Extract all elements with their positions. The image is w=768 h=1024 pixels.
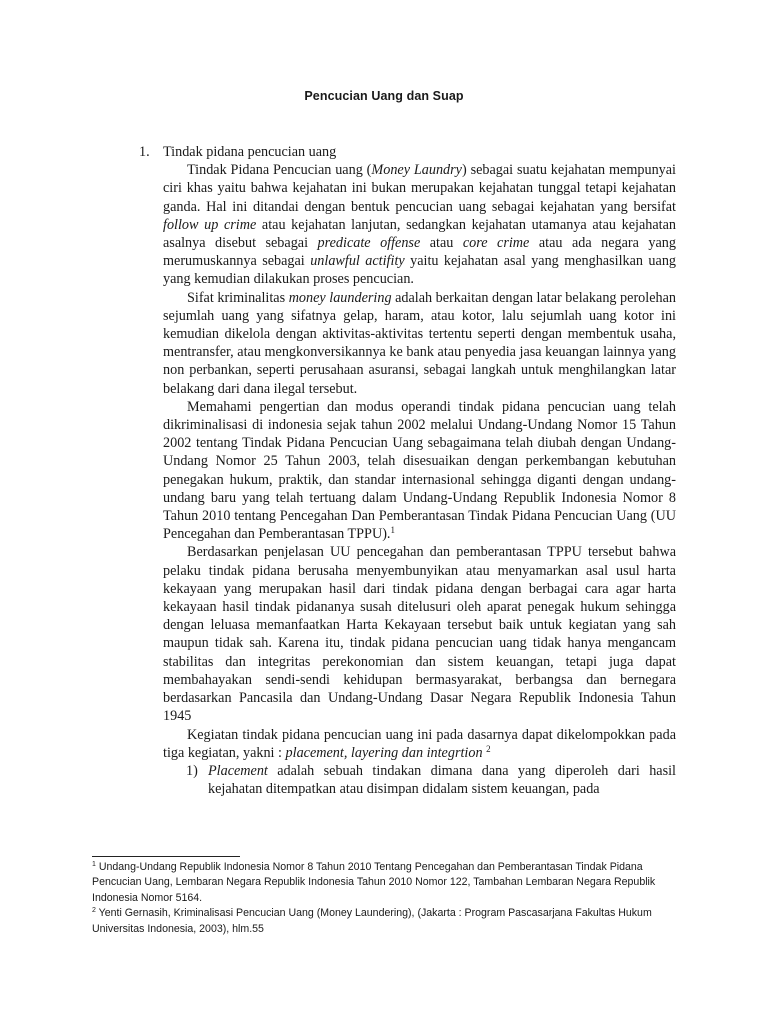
footnote-separator <box>92 856 240 857</box>
document-body <box>139 143 676 798</box>
footnote-mark: 2 <box>92 907 96 915</box>
paragraph <box>139 289 676 398</box>
text-run: atau <box>420 235 463 252</box>
footnote <box>92 906 682 937</box>
text-run: adalah sebuah tindakan dimana dana yang diperoleh dari hasil kejahatan ditempatkan atau disimpan didalam sistem keuangan, pada <box>208 762 676 798</box>
list-item-number: 1) <box>186 762 198 779</box>
italic-term: core crime <box>462 235 530 252</box>
text-run: Tindak Pidana Pencucian uang ( <box>187 162 372 179</box>
paragraph <box>139 161 676 288</box>
text-run: ) sebagai suatu kejahatan mempunyai ciri khas yaitu bahwa kejahatan ini bukan merupakan kejahatan tunggal tetapi kejahatan ganda. Hal ini ditandai dengan bentuk pencucian uang sebagai kejahatan yang bersifat <box>163 162 677 215</box>
section-heading-text: Tindak pidana pencucian uang <box>163 144 337 160</box>
footnote-ref: 2 <box>486 743 491 754</box>
list-item-text <box>208 763 676 797</box>
paragraph <box>139 726 676 762</box>
footnote-ref: 1 <box>390 525 395 536</box>
text-run: yaitu kejahatan asal yang menghasilkan uang yang kemudian dilakukan proses pencucian. <box>163 253 677 288</box>
footnote-text: Yenti Gernasih, Kriminalisasi Pencucian Uang (Money Laundering), (Jakarta : Program Pascasarjana Fakultas Hukum Universitas Indonesia, 2003), hlm.55 <box>92 907 652 935</box>
footnote-text: Undang-Undang Republik Indonesia Nomor 8 Tahun 2010 Tentang Pencegahan dan Pemberantasan Tindak Pidana Pencucian Uang, Lembaran Negara Republik Indonesia Tahun 2010 Nomor 122, Tambahan Lembaran Negara Republik Indonesia Nomor 5164. <box>92 861 656 904</box>
list-item <box>139 762 676 798</box>
text-run: Sifat kriminalitas <box>187 289 289 306</box>
text-run: Memahami pengertian dan modus operandi tindak pidana pencucian uang telah dikriminalisasi di indonesia sejak tahun 2002 melalui Undang-Undang Nomor 15 Tahun 2002 tentang Tindak Pidana Pencucian Uang sebagaimana telah diubah dengan Undang- Undang Nomor 25 Tahun 2003, telah disesuaikan dengan perkembangan kebutuhan penegakan hukum, praktik, dan standar internasional sehingga diganti dengan undang- undang baru yang telah tertuang dalam Undang-Undang Republik Indonesia Nomor 8 Tahun 2010 tentang Pencegahan Dan Pemberantasan Tindak Pidana Pencucian Uang (UU Pencegahan dan Pemberantasan TPPU). <box>163 398 676 543</box>
text-run: adalah berkaitan dengan latar belakang perolehan sejumlah uang yang sifatnya gelap, haram, atau kotor, lalu sejumlah uang kotor ini kemudian dikelola dengan aktivitas-aktivitas tertentu seperti dengan membentuk usaha, mentransfer, atau mengkonversikannya ke bank atau penyedia jasa keuangan lainnya yang non perbankan, seperti perusahaan asuransi, sebagai langkah untuk menghilangkan latar belakang dari dana ilegal tersebut. <box>163 289 676 397</box>
italic-term: placement, layering dan integrtion <box>285 744 483 761</box>
section-heading <box>139 143 676 161</box>
text-run: Kegiatan tindak pidana pencucian uang ini pada dasarnya dapat dikelompokkan pada tiga kegiatan, yakni : <box>163 726 676 761</box>
footnote <box>92 860 682 906</box>
document-title: Pencucian Uang dan Suap <box>304 89 464 103</box>
paragraph <box>139 398 676 544</box>
italic-term: follow up crime <box>163 216 257 233</box>
text-run: atau kejahatan lanjutan, sedangkan kejahatan utamanya atau kejahatan asalnya disebut sebagai <box>163 216 677 252</box>
paragraph <box>139 543 676 725</box>
italic-term: unlawful actifity <box>310 253 405 270</box>
italic-term: money laundering <box>288 289 392 306</box>
text-run: atau ada negara yang merumuskannya sebagai <box>163 235 676 270</box>
text-run: Berdasarkan penjelasan UU pencegahan dan pemberantasan TPPU tersebut bahwa pelaku tindak pidana berusaha menyembunyikan atau menyamarkan asal usul harta kekayaan yang merupakan hasil dari tindak pidana dengan berbagai cara agar harta kekayaan hasil tindak pidananya susah ditelusuri oleh aparat penegak hukum sehingga dengan leluasa memanfaatkan Harta Kekayaan tersebut baik untuk kegiatan yang sah maupun tidak sah. Karena itu, tindak pidana pencucian uang tidak hanya mengancam stabilitas dan integritas perekonomian dan sistem keuangan, tetapi juga dapat membahayakan sendi-sendi kehidupan bermasyarakat, berbangsa dan bernegara berdasarkan Pancasila dan Undang-Undang Dasar Negara Republik Indonesia Tahun 1945 <box>163 544 676 725</box>
italic-term: Money Laundry <box>371 162 462 179</box>
italic-term: Placement <box>208 762 268 779</box>
footnotes <box>92 860 682 937</box>
italic-term: predicate offense <box>317 235 421 252</box>
footnote-mark: 1 <box>92 861 96 868</box>
section-number: 1. <box>139 144 150 160</box>
